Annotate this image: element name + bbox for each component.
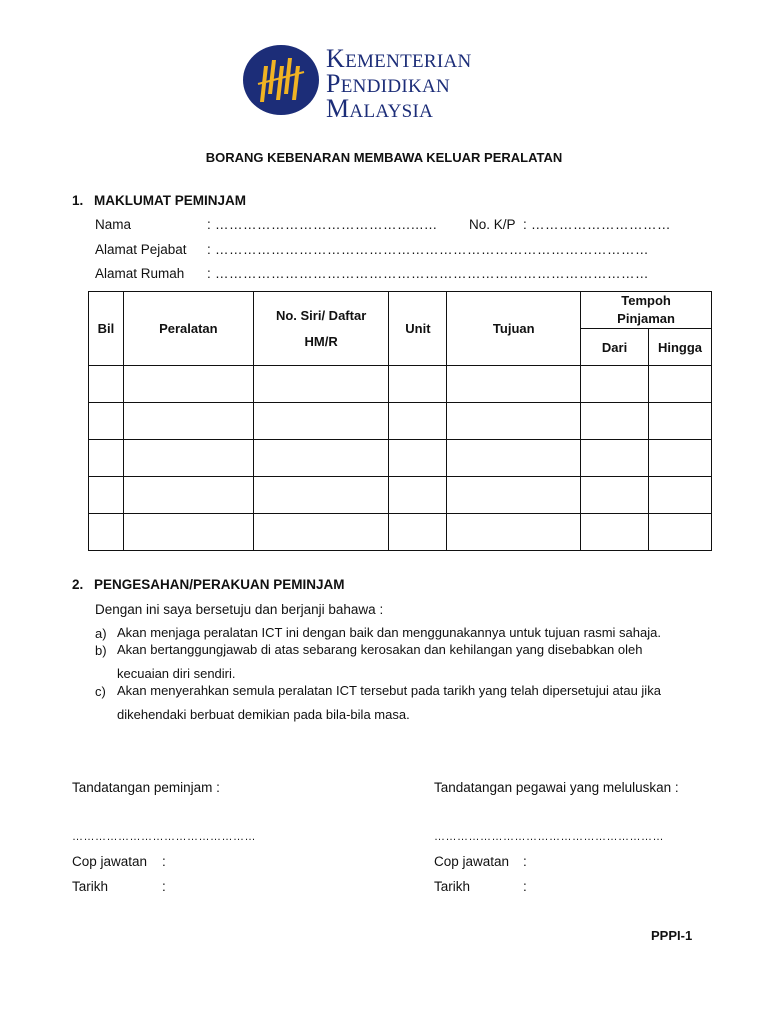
table-row bbox=[89, 403, 712, 440]
field-alamat-rumah-colon: : bbox=[207, 266, 211, 281]
table-cell[interactable] bbox=[389, 440, 447, 477]
table-cell[interactable] bbox=[389, 514, 447, 551]
table-cell[interactable] bbox=[447, 440, 581, 477]
cop-jawatan-left-colon: : bbox=[162, 854, 166, 869]
cop-jawatan-right-label: Cop jawatan bbox=[434, 854, 510, 869]
table-cell[interactable] bbox=[389, 477, 447, 514]
table-cell[interactable] bbox=[123, 440, 253, 477]
table-cell[interactable] bbox=[123, 477, 253, 514]
table-cell[interactable] bbox=[649, 440, 712, 477]
header-dari: Dari bbox=[581, 329, 649, 366]
table-cell[interactable] bbox=[581, 403, 649, 440]
header-hingga: Hingga bbox=[649, 329, 712, 366]
table-row bbox=[89, 477, 712, 514]
list-item-label: c) bbox=[95, 684, 106, 699]
field-kp-label: No. K/P bbox=[469, 217, 516, 232]
table-cell[interactable] bbox=[581, 514, 649, 551]
table-cell[interactable] bbox=[447, 514, 581, 551]
table-cell[interactable] bbox=[581, 477, 649, 514]
cop-jawatan-right-colon: : bbox=[523, 854, 527, 869]
table-cell[interactable] bbox=[123, 514, 253, 551]
table-cell[interactable] bbox=[89, 477, 124, 514]
table-cell[interactable] bbox=[89, 366, 124, 403]
table-cell[interactable] bbox=[253, 366, 389, 403]
table-cell[interactable] bbox=[89, 403, 124, 440]
tarikh-right-label: Tarikh bbox=[434, 879, 471, 894]
table-cell[interactable] bbox=[389, 366, 447, 403]
table-cell[interactable] bbox=[649, 514, 712, 551]
signature-borrower-line[interactable]: ………………………………………… bbox=[72, 831, 256, 843]
tarikh-left-label: Tarikh bbox=[72, 879, 109, 894]
table-cell[interactable] bbox=[123, 403, 253, 440]
table-cell[interactable] bbox=[389, 403, 447, 440]
field-alamat-pejabat-colon: : bbox=[207, 242, 211, 257]
field-nama-colon: : bbox=[207, 217, 211, 232]
table-cell[interactable] bbox=[447, 403, 581, 440]
table-cell[interactable] bbox=[123, 366, 253, 403]
signature-approver-line[interactable]: …………………………………………………… bbox=[434, 831, 664, 843]
table-cell[interactable] bbox=[253, 440, 389, 477]
header-no-siri: No. Siri/ Daftar HM/R bbox=[253, 292, 389, 366]
form-code: PPPI-1 bbox=[651, 928, 693, 943]
field-nama-input[interactable]: ……………………………………...… bbox=[215, 217, 438, 232]
table-cell[interactable] bbox=[447, 366, 581, 403]
header-tempoh-pinjaman: Tempoh Pinjaman bbox=[581, 292, 712, 329]
tarikh-left-colon: : bbox=[162, 879, 166, 894]
field-alamat-rumah-input[interactable]: ………………………………………………………………………………… bbox=[215, 266, 649, 281]
list-item-label: b) bbox=[95, 643, 107, 658]
signature-borrower-label: Tandatangan peminjam : bbox=[72, 780, 220, 795]
list-item-label: a) bbox=[95, 626, 107, 641]
section-1-heading: 1. MAKLUMAT PEMINJAM bbox=[72, 193, 246, 208]
header-tujuan: Tujuan bbox=[447, 292, 581, 366]
field-kp-input[interactable]: ………………………… bbox=[531, 217, 671, 232]
ministry-name: KEMENTERIAN PENDIDIKAN MALAYSIA bbox=[326, 44, 472, 123]
form-title: BORANG KEBENARAN MEMBAWA KELUAR PERALATAN bbox=[205, 150, 563, 165]
declaration-intro: Dengan ini saya bersetuju dan berjanji bahawa : bbox=[95, 602, 384, 617]
section-2-heading: 2. PENGESAHAN/PERAKUAN PEMINJAM bbox=[72, 577, 345, 592]
list-item-text: Akan bertanggungjawab di atas sebarang kerosakan dan kehilangan yang disebabkan oleh kecuaian diri sendiri. bbox=[117, 642, 643, 681]
table-cell[interactable] bbox=[89, 514, 124, 551]
field-alamat-rumah-label: Alamat Rumah bbox=[95, 266, 185, 281]
list-item bbox=[95, 679, 715, 729]
field-nama-label: Nama bbox=[95, 217, 132, 232]
table-cell[interactable] bbox=[649, 477, 712, 514]
header-bil: Bil bbox=[89, 292, 124, 366]
tarikh-right-colon: : bbox=[523, 879, 527, 894]
signature-approver-label: Tandatangan pegawai yang meluluskan : bbox=[434, 780, 679, 795]
table-cell[interactable] bbox=[581, 366, 649, 403]
cop-jawatan-left-label: Cop jawatan bbox=[72, 854, 148, 869]
ministry-emblem-icon bbox=[242, 44, 320, 116]
field-kp-colon: : bbox=[523, 217, 527, 232]
field-alamat-pejabat-input[interactable]: ………………………………………………………………………………… bbox=[215, 242, 649, 257]
table-cell[interactable] bbox=[649, 366, 712, 403]
table-cell[interactable] bbox=[89, 440, 124, 477]
ministry-logo bbox=[242, 42, 492, 123]
table-cell[interactable] bbox=[253, 477, 389, 514]
list-item-text: Akan menjaga peralatan ICT ini dengan baik dan menggunakannya untuk tujuan rasmi sahaja. bbox=[117, 625, 661, 640]
equipment-table bbox=[88, 291, 712, 551]
table-cell[interactable] bbox=[253, 514, 389, 551]
list-item-text: Akan menyerahkan semula peralatan ICT tersebut pada tarikh yang telah dipersetujui atau jika dikehendaki berbuat demikian pada bila-bila masa. bbox=[117, 683, 661, 722]
field-alamat-pejabat-label: Alamat Pejabat bbox=[95, 242, 187, 257]
table-cell[interactable] bbox=[581, 440, 649, 477]
table-row bbox=[89, 366, 712, 403]
table-row bbox=[89, 514, 712, 551]
header-peralatan: Peralatan bbox=[123, 292, 253, 366]
table-cell[interactable] bbox=[649, 403, 712, 440]
table-cell[interactable] bbox=[253, 403, 389, 440]
table-row bbox=[89, 440, 712, 477]
header-unit: Unit bbox=[389, 292, 447, 366]
table-cell[interactable] bbox=[447, 477, 581, 514]
